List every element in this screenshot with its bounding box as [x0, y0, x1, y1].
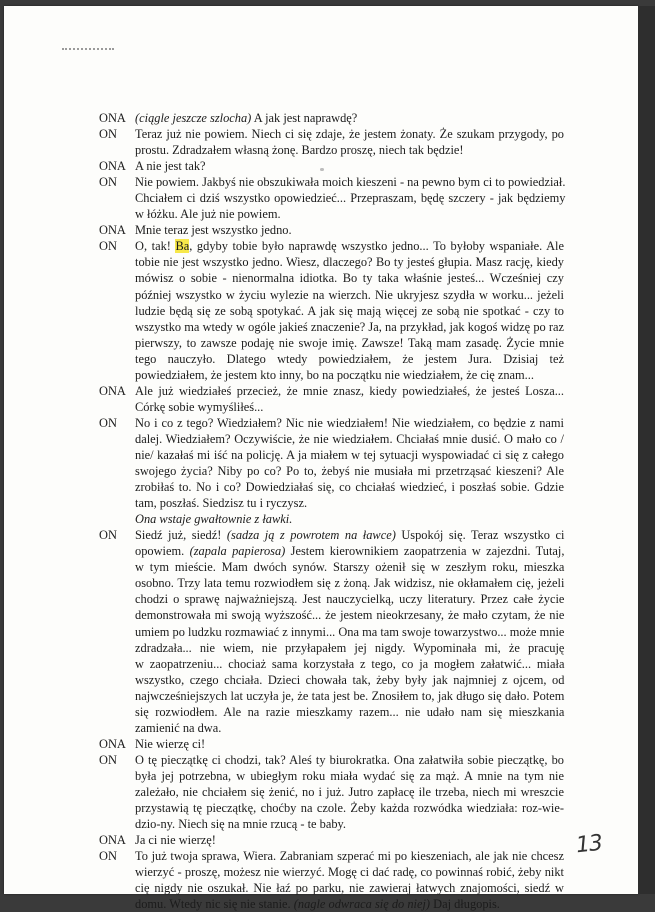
- text-run: Uspokój się. Teraz wszystko ci: [395, 528, 565, 543]
- text-line: [135, 896, 564, 912]
- speaker-label: ONA: [99, 736, 126, 751]
- dialogue-line: [99, 415, 564, 511]
- speaker-label: ON: [99, 239, 117, 254]
- text-line: [135, 768, 564, 784]
- text-line: [135, 319, 564, 335]
- text-run: przystawią tę pieczątkę, choćby na czole. Żeby każda rozwódka wiedziała: roz-wie-: [135, 801, 564, 816]
- text-run: w łóżku. Ale już nie powiem.: [135, 207, 281, 222]
- text-line: [135, 848, 564, 864]
- text-run: cię nigdy nie oszukał. Nie łaź po parku, nie zawieraj łatwych znajomości, siedź w: [135, 881, 564, 896]
- text-line: [135, 784, 564, 800]
- text-line: [135, 527, 564, 543]
- text-run: tam, poszłaś. Siedzisz tu i ryczysz.: [135, 496, 308, 511]
- text-line: [135, 463, 564, 479]
- text-run: Chciałem ci dziś wszystko opowiedzieć... Przepraszam, będę szczery - jak będziemy: [135, 191, 566, 206]
- scanner-edge: [638, 6, 655, 894]
- text-line: [135, 367, 564, 383]
- text-run: mówisz o sobie - nienormalna idiotka. Bo ty taka właśnie jesteś... Wcześniej czy: [135, 271, 564, 286]
- script-body: [99, 110, 564, 912]
- text-line: [135, 640, 564, 656]
- dialogue-text: [135, 126, 564, 158]
- dialogue-line: [99, 238, 564, 382]
- dialogue-text: [135, 383, 564, 415]
- text-line: [135, 190, 565, 206]
- text-line: [135, 431, 564, 447]
- dialogue-text: [135, 158, 564, 174]
- page-number: 13: [574, 830, 604, 859]
- text-line: [135, 624, 564, 640]
- text-run: A jak jest naprawdę?: [251, 111, 358, 125]
- header-mark: [62, 48, 114, 53]
- speaker-label: ON: [99, 528, 117, 543]
- text-line: [135, 158, 564, 174]
- text-run: dalej. Wiedziałem? Oczywiście, że nie wiedziałem. Chciałaś mnie dusić. O mało co /: [135, 431, 564, 446]
- dialogue-line: [99, 174, 564, 222]
- text-run: Mnie teraz jest wszystko jedno.: [135, 223, 292, 238]
- dialogue-text: [135, 752, 564, 832]
- text-run: wierzyć - proszę, możesz nie wierzyć. Mogę ci dać radę, co powinnaś robić, żeby nikt: [135, 865, 564, 880]
- text-run: była jej potrzebna, w ubiegłym roku miała wydać się za mąż. A mnie na tym nie: [135, 768, 564, 783]
- text-run: Nie powiem. Jakbyś nie obszukiwała moich kieszeni - na pewno bym ci to powiedział.: [135, 175, 566, 190]
- text-line: [135, 688, 564, 704]
- speaker-label: ON: [99, 849, 117, 864]
- text-run: Córkę sobie wymyśliłeś...: [135, 399, 264, 414]
- text-line: [135, 832, 564, 848]
- text-run: w zaopatrzeniu... chociaż sama korzystała z tego, co ja mogłem załatwić... miała: [135, 656, 565, 671]
- dialogue-text: [135, 832, 564, 848]
- speaker-label: ON: [99, 415, 117, 430]
- dialogue-line: [99, 383, 564, 415]
- document-page: [4, 6, 638, 912]
- speaker-label: ON: [99, 175, 117, 190]
- text-line: [135, 800, 564, 816]
- text-run: O, tak!: [135, 239, 176, 254]
- text-line: [135, 335, 564, 351]
- text-run: tego nauczyło. Dlatego wtedy powiedziałem, że jestem Jura. Dzisiaj też: [135, 351, 564, 366]
- dialogue-text: [135, 415, 564, 511]
- text-run: zdradzała... nie wiem, nie przyłapałem jej nigdy. Wypominała mi, że pracuję: [135, 640, 565, 655]
- stage-direction-inline: (zapala papierosa): [189, 544, 286, 559]
- speaker-label: ONA: [99, 159, 126, 174]
- text-run: później wszystko w życiu wylezie na wierzch. Nie ukryjesz szydła w worku... jeżeli: [135, 287, 564, 302]
- text-line: [135, 559, 564, 575]
- text-run: , gdyby tobie było naprawdę wszystko jedno... To byłoby wspaniałe. Ale: [189, 239, 564, 254]
- text-run: zrobiłaś to. No i co? Dowiedziałaś się, co chciałaś wiedzieć, i poszłaś sobie. Gdzie: [135, 480, 564, 495]
- dialogue-text: [135, 238, 564, 382]
- stage-direction-inline: (nagle odwraca się do niej): [293, 897, 431, 912]
- text-run: chodzi o sprawę najważniejszą. Jest nauczycielką, uczy literatury. Przez całe życie: [135, 592, 565, 607]
- stage-direction: Ona wstaje gwałtownie z ławki.: [135, 512, 293, 527]
- text-run: tobie nie jest wszystko jedno. Wiesz, dlaczego? Bo ty jesteś głupia. Masz rację, kiedy: [135, 255, 564, 270]
- dialogue-line: [99, 222, 564, 238]
- text-run: ludzie będą się ze sobą spotykać. A jak się mają więcej ze sobą nie spotkać - czy to: [135, 303, 564, 318]
- text-line: [135, 575, 564, 591]
- text-line: [135, 656, 564, 672]
- text-run: najwcześniejszych lat uczyła je, że tata jest be. Znosiłem to, jak długo się dało. Potem: [135, 688, 565, 703]
- text-line: [135, 383, 564, 399]
- text-line: [135, 752, 564, 768]
- text-run: opowiem.: [135, 544, 190, 559]
- text-line: [135, 591, 564, 607]
- text-run: Daj długopis.: [430, 897, 500, 912]
- dialogue-line: [99, 752, 564, 832]
- text-run: dzio-ny. Niech się na mnie rzucą - te baby.: [135, 817, 347, 832]
- stage-direction-inline: (sadza ją z powrotem na ławce): [226, 528, 396, 543]
- text-line: [135, 447, 564, 463]
- highlighted-word: Ba: [175, 239, 190, 254]
- text-run: Jestem kierownikiem zaopatrzenia w zajezdni. Tutaj,: [285, 544, 565, 559]
- dialogue-line: [99, 527, 564, 736]
- text-line: [135, 303, 564, 319]
- text-run: wszystko ma wtedy w ogóle jakieś znaczenie? Ja, na przykład, jak kogoś widzę po raz: [135, 319, 564, 334]
- text-run: nie/ kazałaś mi iść na policję. A ja miałem w tej sytuacji wyspowiadać ci się z całego: [135, 447, 564, 462]
- dialogue-text: [135, 174, 565, 222]
- text-line: [135, 270, 564, 286]
- text-line: [135, 479, 564, 495]
- text-line: [135, 110, 564, 126]
- text-run: Nie wierzę ci!: [135, 736, 206, 751]
- text-line: [135, 222, 564, 238]
- dialogue-line: [99, 832, 564, 848]
- dialogue-line: [99, 736, 564, 752]
- dialogue-text: [135, 222, 564, 238]
- dialogue-line: [99, 110, 564, 126]
- speaker-label: ON: [99, 127, 117, 142]
- text-line: [135, 238, 564, 254]
- text-run: zależało, nie chciałem się żenić, no i już. Jutro zapłacę ile trzeba, niech mi wreszcie: [135, 784, 564, 799]
- text-line: [135, 704, 564, 720]
- text-line: [135, 142, 564, 158]
- text-line: [135, 816, 564, 832]
- speaker-label: ONA: [99, 111, 126, 125]
- dialogue-line: [99, 158, 564, 174]
- text-run: Teraz już nie powiem. Niech ci się zdaje, że jestem żonaty. Że szukam przygody, po: [135, 127, 564, 142]
- dialogue-line: [99, 848, 564, 912]
- text-line: [135, 864, 564, 880]
- dialogue-text: [135, 848, 564, 912]
- text-run: swojego życia? Niby po co? Po to, żebyś nie musiała mi przetrząsać kieszeni? Ale: [135, 464, 564, 479]
- text-line: [135, 607, 564, 623]
- text-line: [135, 543, 564, 559]
- text-run: To już twoja sprawa, Wiera. Zabraniam szperać mi po kieszeniach, ale jak nie chcesz: [135, 849, 564, 864]
- text-run: w tym mieście. Mam dwóch synów. Starszy ożenił się w zeszłym roku, mieszka: [135, 560, 565, 575]
- text-line: [135, 399, 564, 415]
- text-line: [135, 415, 564, 431]
- text-line: [135, 351, 564, 367]
- speaker-label: ONA: [99, 833, 126, 848]
- dialogue-text: [135, 736, 564, 752]
- text-line: [135, 287, 564, 303]
- text-run: Ale już wiedziałeś przecież, że mnie znasz, kiedy powiedziałeś, że jesteś Losza...: [135, 383, 564, 398]
- text-line: [135, 736, 564, 752]
- text-run: demonstrowała mi swoją wyższość... że jestem nieokrzesany, że mało czytam, że nie: [135, 608, 565, 623]
- speaker-label: ONA: [99, 223, 126, 238]
- dialogue-line: [99, 126, 564, 158]
- text-run: prostu. Zdradzałem własną żonę. Bardzo proszę, niech tak będzie!: [135, 143, 464, 158]
- text-run: pierwszy, to zawsze podaję nie swoje imię. Zawsze! Taką mam zasadę. Życie mnie: [135, 335, 564, 350]
- text-line: [135, 174, 565, 190]
- text-run: powiedziałem, że jestem kto inny, bo na początku nie wiedziałem, że cię znam...: [135, 367, 534, 382]
- text-line: [135, 880, 564, 896]
- speaker-label: ON: [99, 752, 117, 767]
- text-run: A nie jest tak?: [135, 159, 206, 174]
- text-line: [135, 495, 564, 511]
- text-run: domu. Wtedy nic się nie stanie.: [135, 897, 294, 912]
- text-run: wszystko, czego chciała. Dzieci chowała tak, żeby były jak najmniej z ojcem, od: [135, 672, 565, 687]
- text-run: No i co z tego? Wiedziałem? Nic nie wiedziałem! Nie wiedziałem, co będzie z nami: [135, 415, 564, 430]
- text-run: Ja ci nie wierzę!: [135, 833, 216, 848]
- text-line: [135, 254, 564, 270]
- text-run: Siedź już, siedź!: [135, 528, 227, 543]
- text-line: [135, 672, 564, 688]
- text-run: O tę pieczątkę ci chodzi, tak? Aleś ty biurokratka. Ona załatwiła sobie pieczątkę, bo: [135, 752, 564, 767]
- text-line: [135, 126, 564, 142]
- text-run: zamienić na dwa.: [135, 720, 222, 735]
- dialogue-text: [135, 110, 564, 126]
- text-run: umiem po ludzku rozmawiać z innymi... Ona ma tam swoje towarzystwo... może mnie: [135, 624, 565, 639]
- text-run: osobno. Trzy lata temu rozwiodłem się z żoną. Jak widzisz, nie okłamałem cię, jeżeli: [135, 576, 565, 591]
- text-line: [135, 720, 564, 736]
- text-run: się rozwiodłem. Ale na razie mieszkamy razem... nie udało nam się mieszkania: [135, 704, 565, 719]
- stage-direction-inline: (ciągle jeszcze szlocha): [135, 111, 252, 125]
- text-line: [135, 206, 565, 222]
- speaker-label: ONA: [99, 383, 126, 398]
- dialogue-text: [135, 527, 564, 736]
